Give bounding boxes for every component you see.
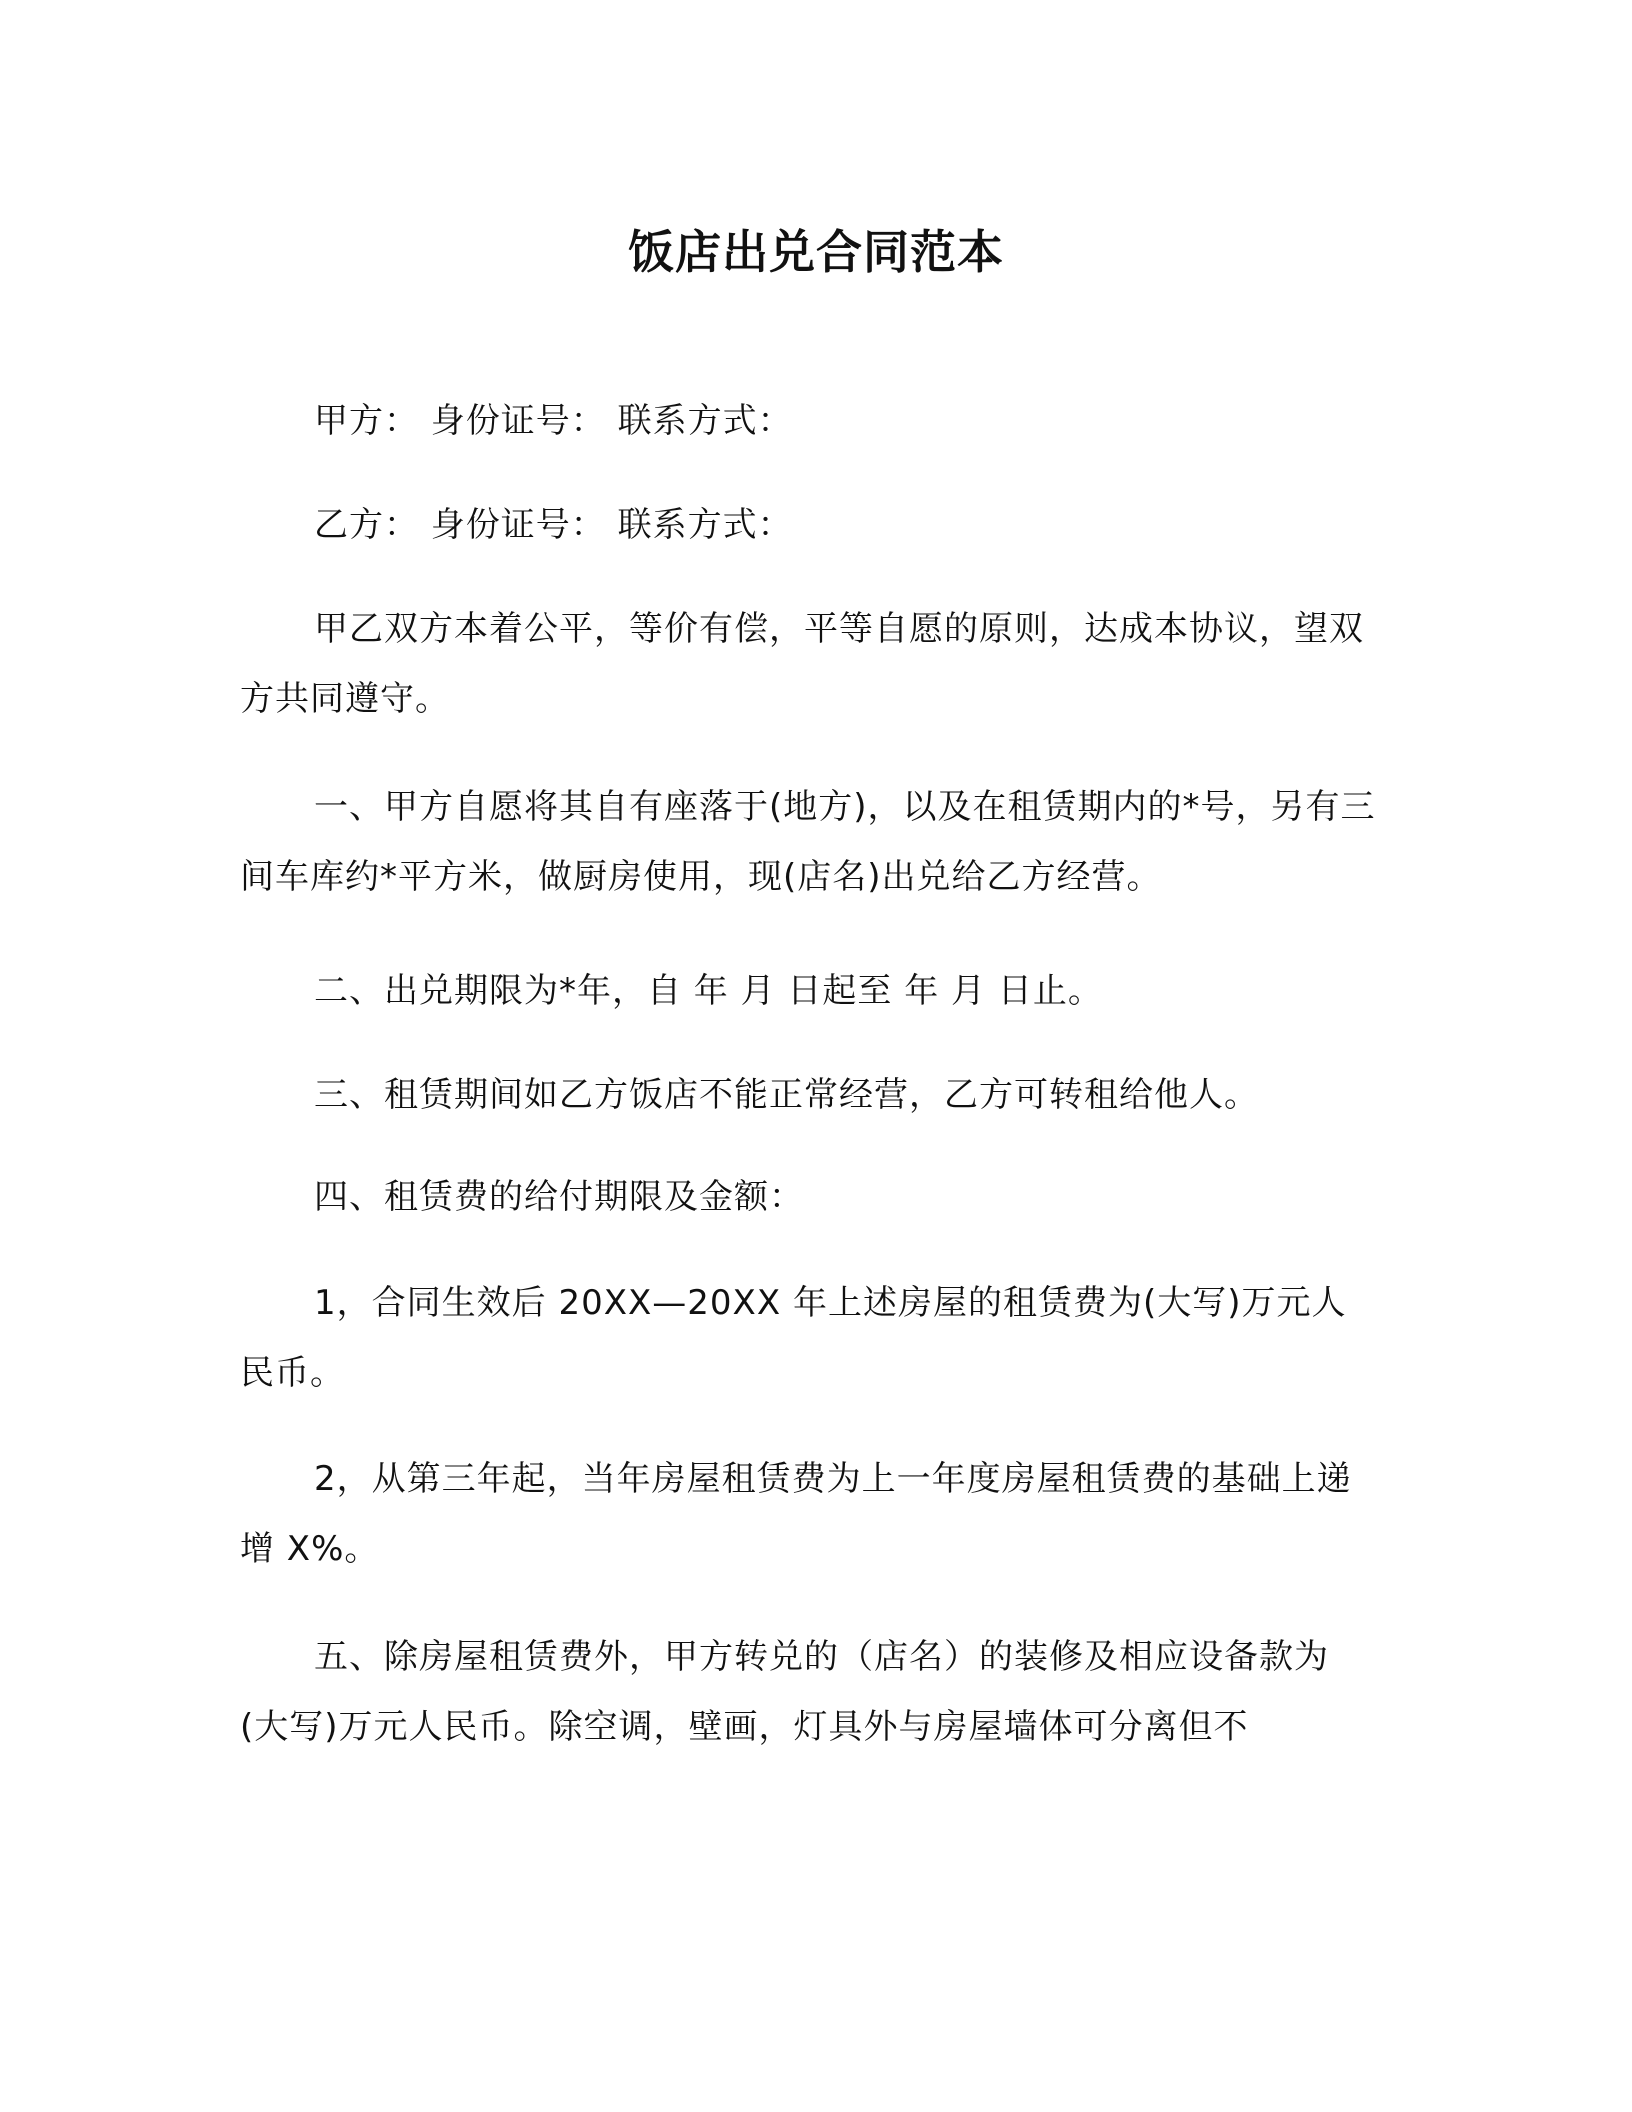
clause-1-paragraph: 一、甲方自愿将其自有座落于(地方)，以及在租赁期内的*号，另有三间车库约*平方米，做厨房使用，现(店名)出兑给乙方经营。 [240,787,1376,897]
preamble-paragraph: 甲乙双方本着公平，等价有偿，平等自愿的原则，达成本协议，望双方共同遵守。 [240,609,1364,719]
party-a-line: 甲方： 身份证号： 联系方式： [314,401,793,441]
party-b-line: 乙方： 身份证号： 联系方式： [314,505,793,545]
clause-4-item-1-paragraph: 1，合同生效后 20XX—20XX 年上述房屋的租赁费为(大写)万元人民币。 [240,1283,1347,1393]
document-title: 饭店出兑合同范本 [628,225,1004,279]
clause-2-line: 二、出兑期限为*年，自 年 月 日起至 年 月 日止。 [314,971,1103,1011]
clause-4-item-2-paragraph: 2，从第三年起，当年房屋租赁费为上一年度房屋租赁费的基础上递增 X%。 [240,1459,1352,1569]
clause-5-paragraph: 五、除房屋租赁费外，甲方转兑的（店名）的装修及相应设备款为 (大写)万元人民币。除空调，壁画，灯具外与房屋墙体可分离但不 [240,1637,1329,1747]
clause-3-line: 三、租赁期间如乙方饭店不能正常经营，乙方可转租给他人。 [314,1075,1259,1115]
clause-4-line: 四、租赁费的给付期限及金额： [314,1177,804,1217]
